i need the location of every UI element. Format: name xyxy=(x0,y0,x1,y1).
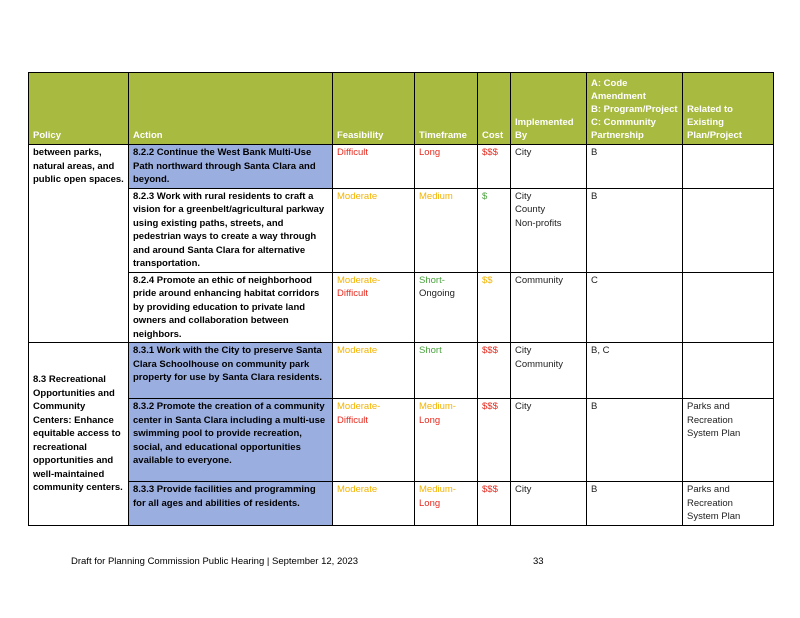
action-type-cell: B xyxy=(587,482,683,526)
timeframe-value: Medium xyxy=(419,190,453,202)
timeframe-cell xyxy=(415,188,478,272)
table-row xyxy=(29,399,774,482)
header-related xyxy=(683,73,774,145)
implemented-by-cell xyxy=(511,188,587,272)
feasibility-value: Moderate- xyxy=(337,401,381,412)
related-plan-cell xyxy=(683,272,774,343)
table-row xyxy=(29,188,774,272)
timeframe-value: Long xyxy=(419,497,441,509)
feasibility-cell xyxy=(333,482,415,526)
cost-cell: $$ xyxy=(478,272,511,343)
timeframe-value: Long xyxy=(419,414,441,426)
implementer: City xyxy=(515,345,532,356)
timeframe-cell xyxy=(415,399,478,482)
policy-cell: between parks, natural areas, and public open spaces. xyxy=(29,145,129,343)
cost-cell: $$$ xyxy=(478,399,511,482)
related-plan-cell xyxy=(683,343,774,399)
implemented-by-cell xyxy=(511,343,587,399)
header-type-line: B: Program/Project xyxy=(591,104,678,115)
related-plan: System Plan xyxy=(687,511,741,522)
implemented-by-cell xyxy=(511,145,587,189)
action-type-cell: B xyxy=(587,399,683,482)
implemented-by-cell xyxy=(511,482,587,526)
action-type-cell: B xyxy=(587,145,683,189)
feasibility-value: Difficult xyxy=(337,288,368,299)
header-implemented-by: Implemented By xyxy=(511,73,587,145)
timeframe-cell xyxy=(415,272,478,343)
cost-cell: $$$ xyxy=(478,145,511,189)
related-plan-cell xyxy=(683,145,774,189)
timeframe-cell xyxy=(415,482,478,526)
header-type-line: C: Community xyxy=(591,117,656,128)
header-related-line: Related to xyxy=(687,104,733,115)
implementer: City xyxy=(515,401,532,412)
timeframe-value: Long xyxy=(419,147,441,158)
related-plan: Parks and xyxy=(687,401,730,412)
feasibility-cell xyxy=(333,272,415,343)
action-type-cell: B, C xyxy=(587,343,683,399)
implemented-by-cell xyxy=(511,399,587,482)
table-row xyxy=(29,272,774,343)
action-cell: 8.3.1 Work with the City to preserve Santa Clara Schoolhouse on community park property for use by Santa Clara residents. xyxy=(129,343,333,399)
header-related-line: Existing xyxy=(687,117,724,128)
implementer: Community xyxy=(515,358,564,370)
implementer: City xyxy=(515,190,532,202)
action-type-cell: C xyxy=(587,272,683,343)
related-plan-cell xyxy=(683,399,774,482)
feasibility-cell xyxy=(333,343,415,399)
header-feasibility: Feasibility xyxy=(333,73,415,145)
timeframe-value: Short xyxy=(419,345,442,356)
timeframe-value: Medium- xyxy=(419,401,456,412)
related-plan: System Plan xyxy=(687,428,741,439)
feasibility-value: Moderate- xyxy=(337,274,381,286)
header-policy: Policy xyxy=(29,73,129,145)
action-cell: 8.2.4 Promote an ethic of neighborhood pride around enhancing habitat corridors by providing education to private land owners and collaboration between neighbors. xyxy=(129,272,333,343)
footer-text: Draft for Planning Commission Public Hearing | September 12, 2023 xyxy=(71,556,359,567)
related-plan-cell xyxy=(683,482,774,526)
feasibility-value: Moderate xyxy=(337,484,378,495)
table-row xyxy=(29,145,774,189)
action-type-cell: B xyxy=(587,188,683,272)
header-timeframe: Timeframe xyxy=(415,73,478,145)
table-row xyxy=(29,482,774,526)
implemented-by-cell xyxy=(511,272,587,343)
feasibility-value: Moderate xyxy=(337,345,378,356)
action-cell: 8.2.3 Work with rural residents to craft a vision for a greenbelt/agricultural parkway using existing paths, streets, and pedestrian ways to create a way through and around Santa Clara for alternative transportation. xyxy=(129,188,333,272)
related-plan: Parks and xyxy=(687,484,730,495)
feasibility-cell xyxy=(333,188,415,272)
related-plan: Recreation xyxy=(687,497,733,509)
feasibility-cell xyxy=(333,145,415,189)
header-related-line: Plan/Project xyxy=(687,130,742,141)
implementer: City xyxy=(515,484,532,495)
page-number: 33 xyxy=(533,556,544,567)
timeframe-value: Medium- xyxy=(419,484,456,495)
feasibility-value: Difficult xyxy=(337,147,368,158)
header-action-type xyxy=(587,73,683,145)
implementation-table xyxy=(28,72,774,526)
timeframe-value: Short- xyxy=(419,274,445,286)
timeframe-cell xyxy=(415,343,478,399)
related-plan-cell xyxy=(683,188,774,272)
feasibility-cell xyxy=(333,399,415,482)
policy-cell: 8.3 Recreational Opportunities and Community Centers: Enhance equitable access to recreational opportunities and well-maintained community centers. xyxy=(29,343,129,526)
action-cell: 8.3.2 Promote the creation of a community center in Santa Clara including a multi-use swimming pool to provide recreation, social, and educational opportunities available to everyone. xyxy=(129,399,333,482)
cost-cell: $$$ xyxy=(478,482,511,526)
feasibility-value: Moderate xyxy=(337,190,378,202)
header-type-line: Amendment xyxy=(591,91,646,102)
feasibility-value: Difficult xyxy=(337,414,368,426)
header-type-line: Partnership xyxy=(591,130,644,141)
action-cell: 8.2.2 Continue the West Bank Multi-Use Path northward through Santa Clara and beyond. xyxy=(129,145,333,189)
cost-cell: $$$ xyxy=(478,343,511,399)
header-type-line: A: Code xyxy=(591,78,628,89)
implementer: City xyxy=(515,147,532,158)
table-row xyxy=(29,343,774,399)
timeframe-cell xyxy=(415,145,478,189)
cost-cell: $ xyxy=(478,188,511,272)
timeframe-value: Ongoing xyxy=(419,288,455,299)
implementer: County xyxy=(515,204,546,215)
header-action: Action xyxy=(129,73,333,145)
action-cell: 8.3.3 Provide facilities and programming for all ages and abilities of residents. xyxy=(129,482,333,526)
implementer: Community xyxy=(515,274,564,286)
implementer: Non-profits xyxy=(515,217,562,229)
related-plan: Recreation xyxy=(687,414,733,426)
header-cost: Cost xyxy=(478,73,511,145)
